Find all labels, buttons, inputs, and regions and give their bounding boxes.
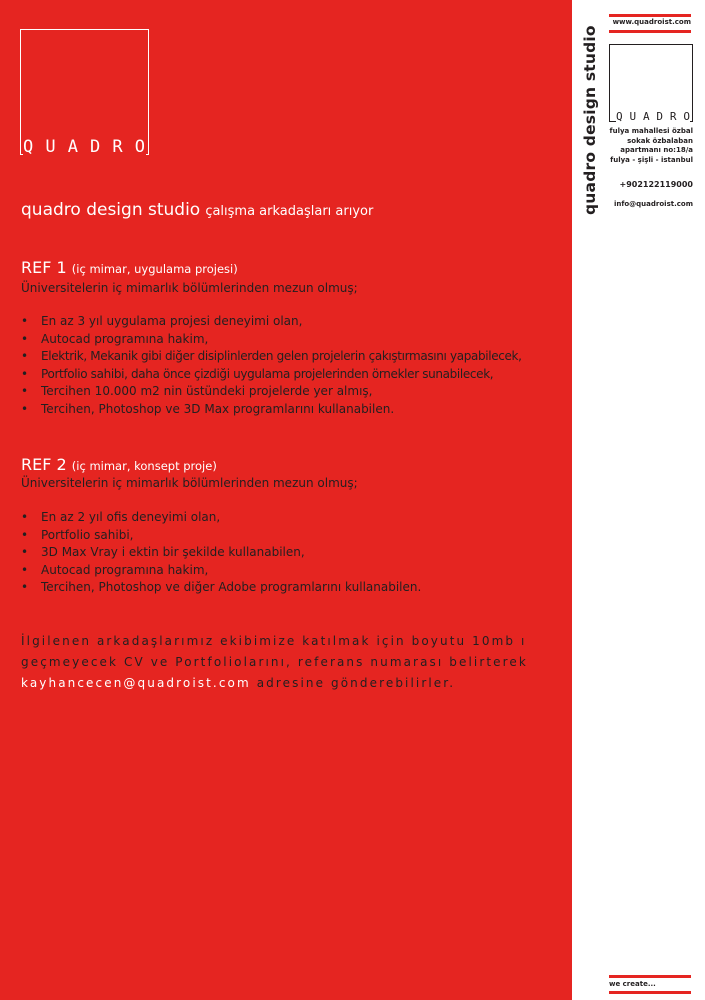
phone-number: +902122119000 — [619, 180, 693, 189]
closing-suffix: adresine gönderebilirler. — [256, 676, 456, 690]
headline-rest: çalışma arkadaşları arıyor — [205, 204, 374, 219]
list-item: • Elektrik, Mekanik gibi diğer disiplinlerden gelen projelerin çakıştırmasını yapabilecek, — [21, 349, 522, 363]
sidebar-studio-name: quadro design studio — [581, 25, 599, 215]
ref1-intro: Üniversitelerin iç mimarlık bölümlerinden mezun olmuş; — [21, 281, 358, 295]
website-link[interactable]: www.quadroist.com — [612, 18, 691, 26]
headline-studio-name: quadro design studio — [21, 200, 201, 220]
bottom-rule-lower — [609, 991, 691, 994]
list-item: • Autocad programına hakim, — [21, 331, 209, 346]
ref1-title: REF 1 (iç mimar, uygulama projesi) — [21, 258, 238, 277]
sidebar-email[interactable]: info@quadroist.com — [613, 200, 693, 208]
list-item: • Portfolio sahibi, — [21, 527, 134, 542]
ref1-list — [21, 313, 522, 418]
address: fulya mahallesi özbal sokak özbalaban apartmanı no:18/a fulya - şişli - istanbul — [609, 127, 693, 164]
sidebar-top-rule — [609, 14, 691, 17]
sidebar-rule — [609, 30, 691, 33]
quadro-logo — [20, 29, 149, 155]
list-item: • Portfolio sahibi, daha önce çizdiği uygulama projelerinden örnekler sunabilecek, — [21, 366, 494, 381]
list-item: • Tercihen, Photoshop ve 3D Max programlarını kullanabilen. — [21, 401, 395, 416]
closing-paragraph — [21, 631, 566, 694]
list-item: • En az 2 yıl ofis deneyimi olan, — [21, 510, 221, 524]
tagline: we create... — [609, 980, 656, 988]
headline — [21, 200, 373, 220]
list-item: • En az 3 yıl uygulama projesi deneyimi olan, — [21, 314, 303, 328]
bottom-rule — [609, 975, 691, 978]
closing-text: İlgilenen arkadaşlarımız ekibimize katılmak için boyutu 10mb ı geçmeyecek CV ve Portfoliolarını, referans numarası belirterek — [21, 634, 528, 669]
list-item: • Tercihen 10.000 m2 nin üstündeki projelerde yer almış, — [21, 384, 373, 398]
ref2-intro: Üniversitelerin iç mimarlık bölümlerinden mezun olmuş; — [21, 476, 358, 490]
ref2-list — [21, 509, 421, 597]
sidebar-logo-wordmark: Q U A D R O — [616, 110, 690, 123]
list-item: • 3D Max Vray i ektin bir şekilde kullanabilen, — [21, 545, 305, 559]
list-item: • Autocad programına hakim, — [21, 562, 209, 577]
ref2-title: REF 2 (iç mimar, konsept proje) — [21, 455, 217, 474]
sidebar-logo — [609, 44, 693, 122]
list-item: • Tercihen, Photoshop ve diğer Adobe programlarını kullanabilen. — [21, 580, 422, 594]
logo-wordmark: Q U A D R O — [23, 137, 146, 157]
contact-email-link[interactable]: kayhancecen@quadroist.com — [21, 676, 251, 690]
